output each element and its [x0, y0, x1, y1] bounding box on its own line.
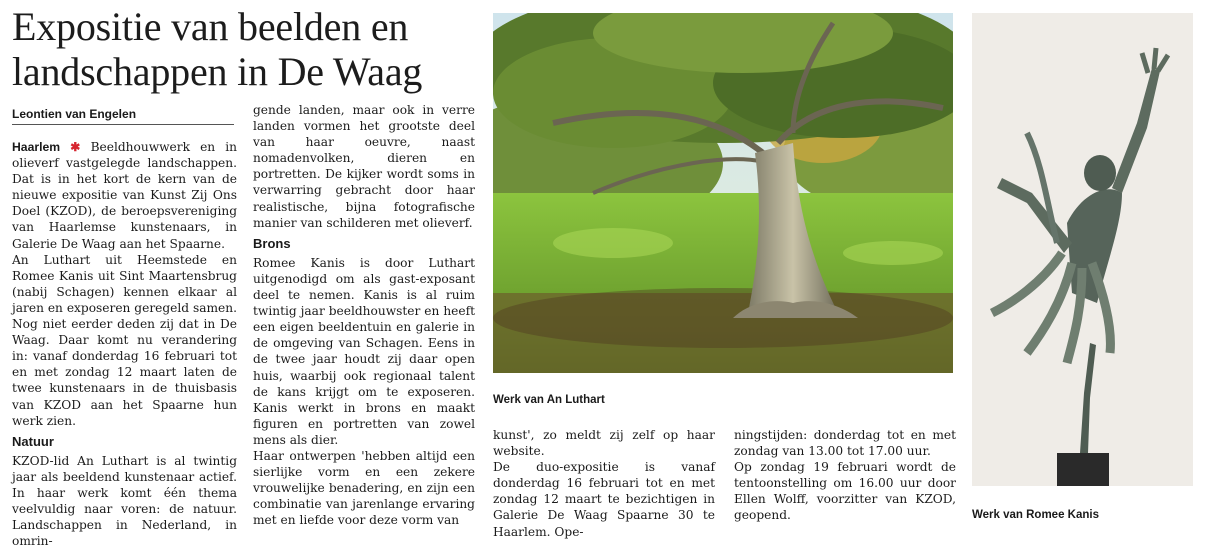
subhead-natuur: Natuur — [12, 433, 54, 449]
dateline: Haarlem — [12, 140, 61, 154]
article-column-1 — [12, 139, 237, 549]
paragraph: Romee Kanis is door Luthart uitgenodigd om als gast-exposant deel te nemen. Kanis is al ruim twintig jaar beeldhouwster en heeft een eigen beeldentuin en galerie in de omgeving van Schagen. Eens in de twee jaar houdt zij daar open huis, waarbij ook regionaal talent de kans krijgt om te exposeren. Kanis werkt in brons en maakt figuren en portretten van zowel mens als dier. — [253, 255, 475, 447]
article-headline: Expositie van beelden en landschappen in De Waag — [12, 4, 423, 94]
paragraph: An Luthart uit Heemstede en Romee Kanis uit Sint Maartensbrug (nabij Schagen) kennen elkaar al jaren en exposeren geregeld samen. Nog niet eerder deden zij dat in De Waag. Daar komt nu verandering in: vanaf donderdag 16 februari tot en met zondag 12 maart laten de twee kunstenaars in de thuisbasis van KZOD aan het Spaarne hun werk zien. — [12, 252, 237, 428]
subhead-brons: Brons — [253, 235, 291, 251]
paragraph: De duo-expositie is vanaf donderdag 16 februari tot en met zondag 12 maart te bezichtigen in Galerie De Waag Spaarne 30 te Haarlem. Ope- — [493, 460, 715, 539]
paragraph: gende landen, maar ook in verre landen vormen het grootste deel van haar oeuvre, naast nomadenvolken, dieren en portretten. De kijker wordt soms in verwarring gebracht door haar realistische, bijna fotografische manier van schilderen met olieverf. — [253, 103, 475, 230]
article-column-4 — [734, 427, 956, 524]
sculpture-dancer-photo — [972, 13, 1193, 486]
paragraph: kunst', zo meldt zij zelf op haar website. — [493, 428, 715, 459]
painting-tree-landscape — [493, 13, 953, 373]
caption-painting: Werk van An Luthart — [493, 394, 605, 406]
byline: Leontien van Engelen — [12, 107, 234, 125]
paragraph: ningstijden: donderdag tot en met zondag van 13.00 tot 17.00 uur. — [734, 428, 956, 459]
caption-sculpture: Werk van Romee Kanis — [972, 509, 1099, 521]
asterisk-icon: ✱ — [70, 140, 81, 154]
lead-paragraph — [12, 139, 237, 252]
paragraph: Op zondag 19 februari wordt de tentoonstelling om 16.00 uur door Ellen Wolff, voorzitter van KZOD, geopend. — [734, 460, 956, 523]
article-column-2 — [253, 102, 475, 528]
paragraph: Haar ontwerpen 'hebben altijd een sierlijke vorm en een zekere vrouwelijke benadering, en zijn een combinatie van jarenlange ervaring met en liefde voor deze vorm van — [253, 448, 475, 528]
paragraph: KZOD-lid An Luthart is al twintig jaar als beeldend kunstenaar actief. In haar werk komt één thema veelvuldig naar voren: de natuur. Landschappen in Nederland, in omrin- — [12, 453, 237, 549]
article-column-3 — [493, 427, 715, 540]
intro-text: Beeldhouwwerk en in olieverf vastgelegde landschappen. Dat is in het kort de kern van de nieuwe expositie van Kunst Zij Ons Doel (KZOD), de beroepsvereniging van Haarlemse kunstenaars, in Galerie De Waag aan het Spaarne. — [12, 140, 238, 251]
